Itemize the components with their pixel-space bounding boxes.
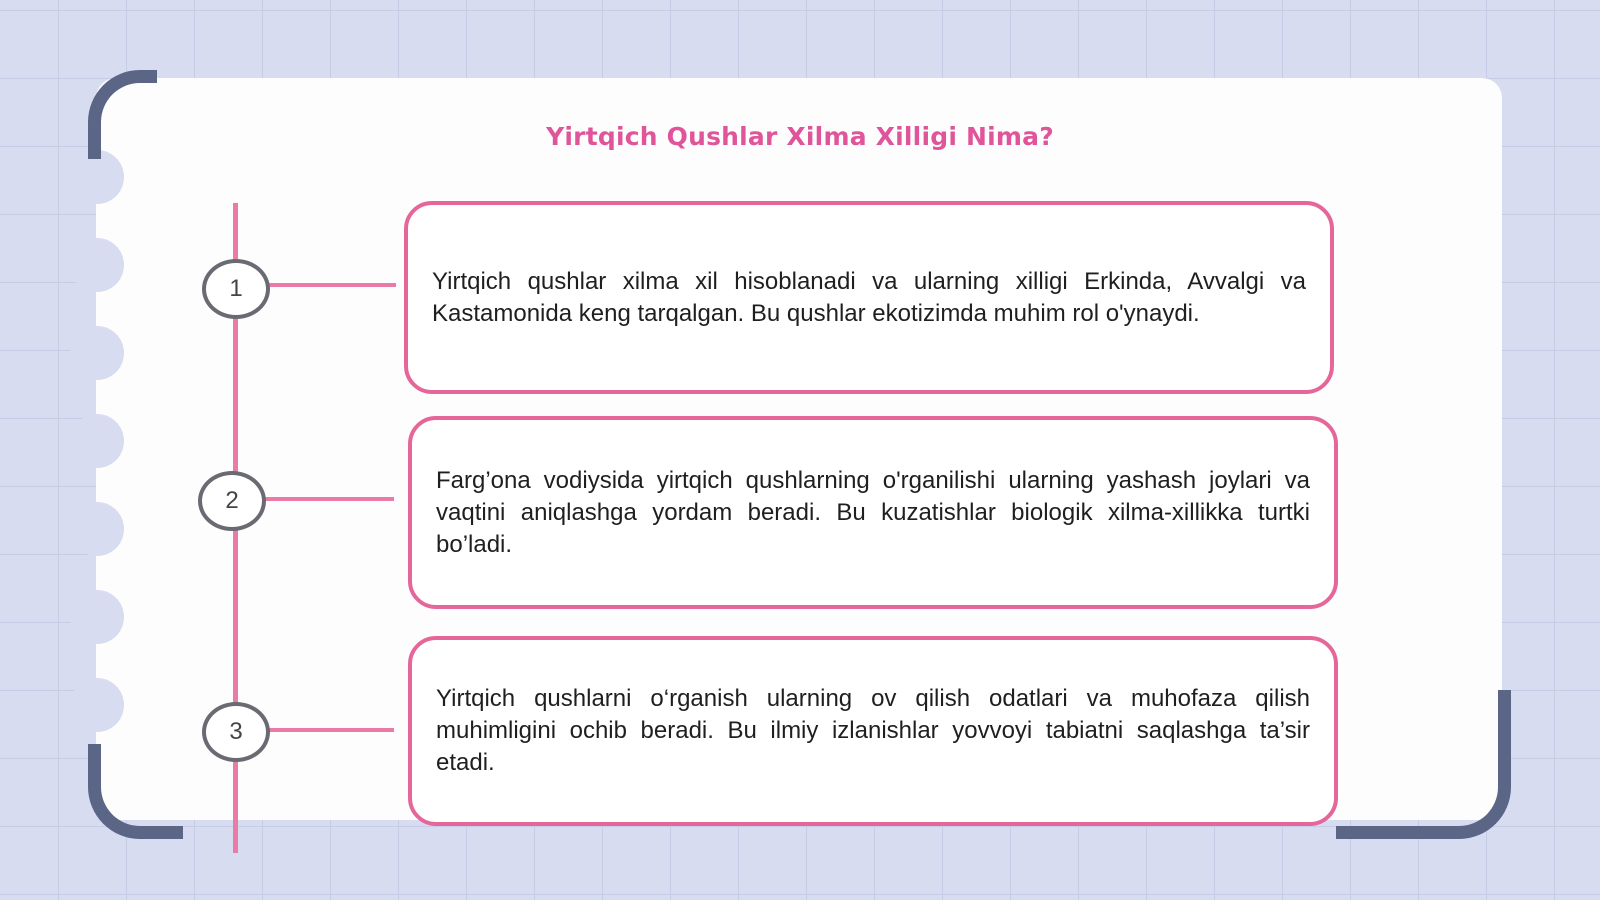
timeline-connector bbox=[262, 283, 396, 287]
timeline-marker-1 bbox=[202, 259, 270, 319]
timeline-marker-number: 2 bbox=[225, 487, 239, 514]
timeline-card-1 bbox=[404, 201, 1334, 394]
paper-notch bbox=[70, 678, 124, 732]
slide-title: Yirtqich Qushlar Xilma Xilligi Nima? bbox=[546, 122, 1054, 151]
timeline-card-text: Yirtqich qushlarni o‘rganish ularning ov qilish odatlari va muhofaza qilish muhimligini ochib beradi. Bu ilmiy izlanishlar yovvoyi tabiatni saqlashga ta’sir etadi. bbox=[436, 685, 1310, 776]
timeline-marker-number: 1 bbox=[229, 275, 243, 302]
corner-bracket-bottom-right bbox=[1336, 690, 1511, 839]
paper-notch bbox=[70, 502, 124, 556]
timeline-marker-3 bbox=[202, 702, 270, 762]
timeline-card-3 bbox=[408, 636, 1338, 826]
timeline-card-text: Farg’ona vodiysida yirtqich qushlarning o'rganilishi ularning yashash joylari va vaqtini aniqlashga yordam beradi. Bu kuzatishlar biologik xilma-xillikka turtki bo’ladi. bbox=[436, 466, 1310, 558]
paper-notch bbox=[70, 414, 124, 468]
paper-notch bbox=[70, 238, 124, 292]
timeline-marker-2 bbox=[198, 471, 266, 531]
timeline-connector bbox=[260, 497, 394, 501]
corner-bracket-bottom-left bbox=[88, 744, 183, 839]
paper-notch bbox=[70, 326, 124, 380]
paper-notch bbox=[70, 590, 124, 644]
timeline-card-2 bbox=[408, 416, 1338, 609]
timeline-marker-number: 3 bbox=[229, 718, 243, 745]
timeline-card-text: Yirtqich qushlar xilma xil hisoblanadi va ularning xilligi Erkinda, Avvalgi va Kastamonida keng tarqalgan. Bu qushlar ekotizimda muhim rol o'ynaydi. bbox=[432, 267, 1306, 327]
timeline-connector bbox=[262, 728, 394, 732]
